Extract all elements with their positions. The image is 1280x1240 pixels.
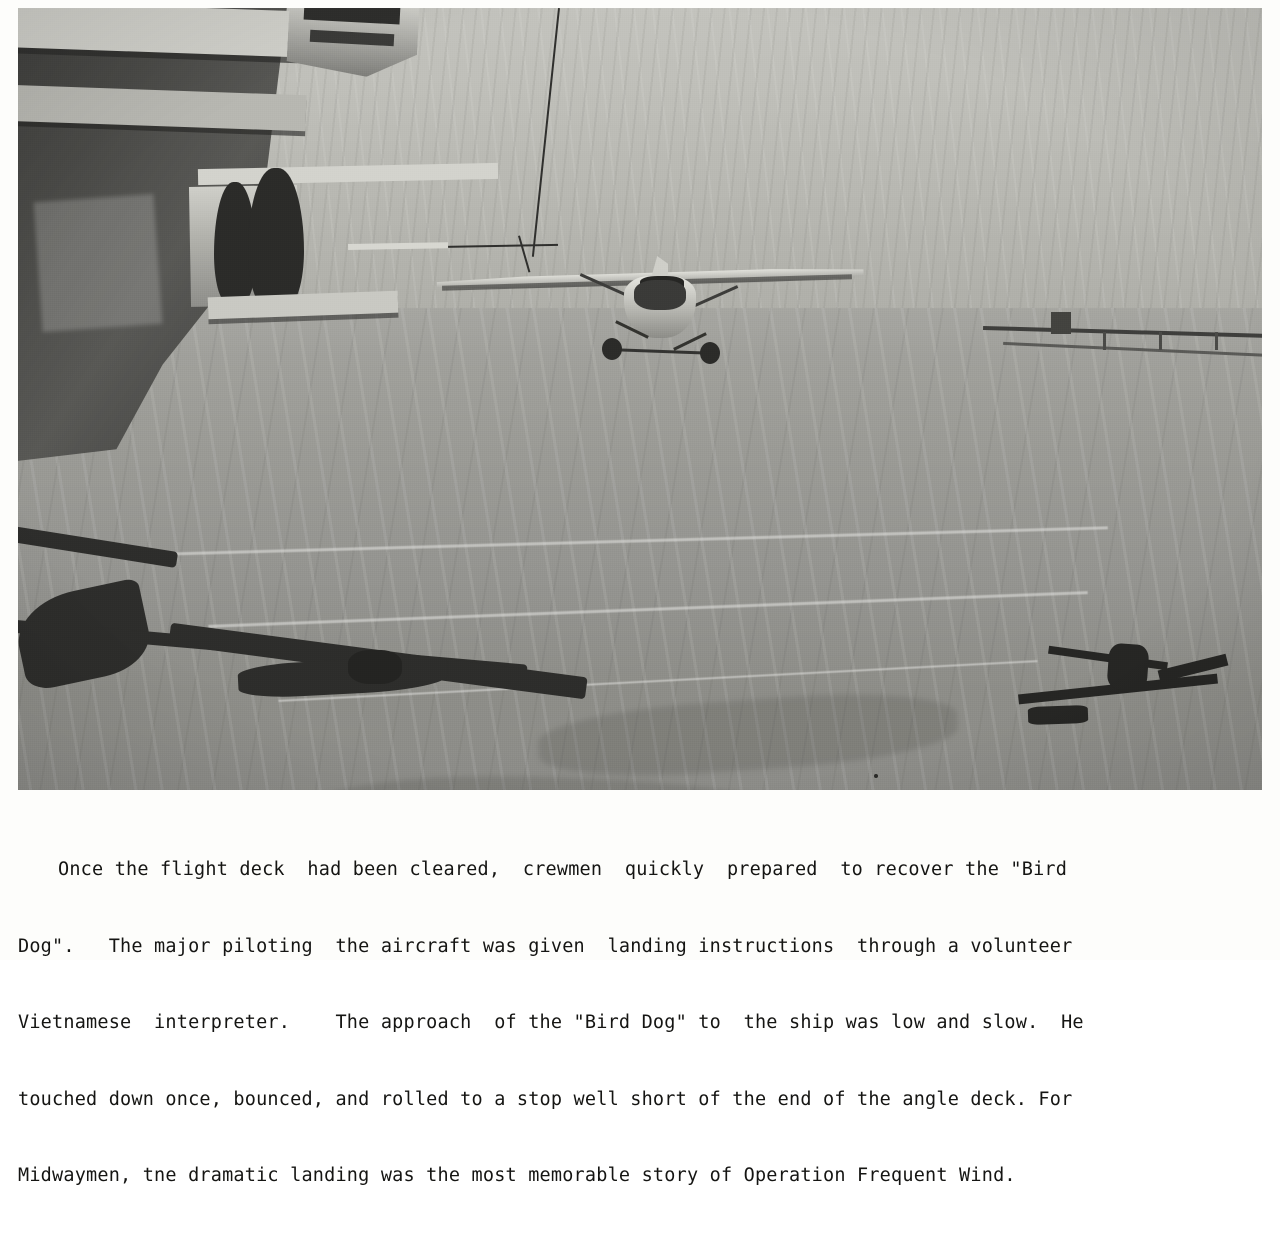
- dust-speck: [874, 774, 878, 778]
- crewman-figure: [248, 168, 304, 306]
- photo-caption: [18, 806, 1262, 1240]
- catwalk-post: [1215, 332, 1218, 350]
- catwalk-rail: [1003, 342, 1262, 357]
- deck-edge-catwalk: [983, 308, 1262, 378]
- carrier-island-superstructure: [18, 8, 378, 478]
- photograph: [18, 8, 1262, 790]
- caption-line: Dog". The major piloting the aircraft was given landing instructions through a volunteer: [18, 935, 1073, 957]
- catwalk-post: [1103, 332, 1106, 350]
- island-window-glare: [34, 194, 163, 332]
- catwalk-rail: [983, 326, 1262, 338]
- caption-line: Midwaymen, tne dramatic landing was the most memorable story of Operation Frequent Wind.: [18, 1165, 1016, 1186]
- caption-line: Once the flight deck had been cleared, crewmen quickly prepared to recover the "Bird: [58, 859, 1068, 880]
- aircraft-engine-cowl: [634, 280, 686, 310]
- catwalk-post: [1159, 332, 1162, 350]
- catwalk-equipment-box: [1051, 312, 1071, 334]
- caption-line: touched down once, bounced, and rolled to a stop well short of the end of the angle deck. For: [18, 1088, 1073, 1110]
- landing-gear-wheel: [602, 338, 622, 360]
- caption-line: Vietnamese interpreter. The approach of the "Bird Dog" to the ship was low and slow. He: [18, 1012, 1084, 1033]
- landing-gear-axle: [618, 348, 708, 354]
- landing-gear-wheel: [700, 342, 720, 364]
- bird-dog-aircraft: [428, 250, 898, 390]
